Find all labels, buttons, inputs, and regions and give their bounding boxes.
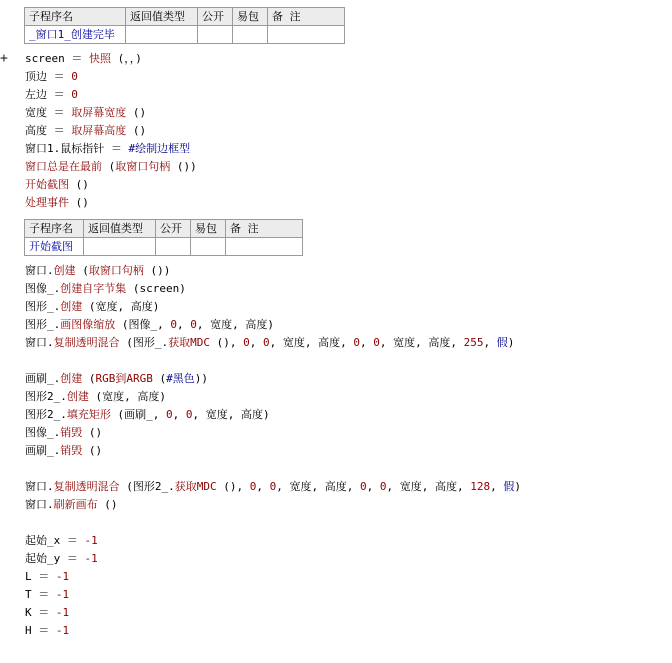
col-remark-header: 备 注 xyxy=(268,8,345,26)
code-token: 取窗口句柄 xyxy=(115,160,171,173)
code-token: ＝ xyxy=(60,534,85,547)
code-line[interactable] xyxy=(25,262,170,280)
code-token: 图形_. xyxy=(25,318,61,331)
code-line[interactable] xyxy=(25,370,208,388)
return-type-cell[interactable] xyxy=(126,26,198,44)
col-name-header: 子程序名 xyxy=(25,8,126,26)
code-token: 高度 xyxy=(25,124,47,137)
code-line[interactable] xyxy=(25,86,78,104)
code-token: 刷新画布 xyxy=(53,498,98,511)
code-line[interactable] xyxy=(25,50,142,68)
code-token: , xyxy=(483,336,497,349)
code-token: ＝ xyxy=(31,570,56,583)
code-token: , 宽度, 高度, xyxy=(379,336,464,349)
code-token: 销毁 xyxy=(60,426,83,439)
code-token: () xyxy=(69,178,89,191)
code-token: 取屏幕高度 xyxy=(71,124,127,137)
code-token: 起始_y xyxy=(25,552,61,565)
col-easy-package-header: 易包 xyxy=(191,220,226,238)
code-token: 窗口. xyxy=(25,498,54,511)
code-token: 0 xyxy=(379,480,387,493)
code-token: 宽度 xyxy=(25,106,47,119)
code-token: 获取MDC xyxy=(174,480,217,493)
code-token: 0 xyxy=(243,336,250,349)
subroutine-table-2 xyxy=(24,219,303,256)
code-token: (图形_. xyxy=(119,336,169,349)
code-token: K xyxy=(25,606,32,619)
code-token: #黑色 xyxy=(166,372,195,385)
code-token: 快照 xyxy=(89,52,111,65)
code-token: () xyxy=(82,426,103,439)
public-cell[interactable] xyxy=(198,26,233,44)
code-token: 0 xyxy=(190,318,197,331)
public-cell[interactable] xyxy=(156,238,191,256)
code-token: 窗口总是在最前 xyxy=(25,160,102,173)
code-token: , 宽度, 高度) xyxy=(192,408,270,421)
code-line[interactable] xyxy=(25,586,69,604)
code-token: H xyxy=(25,624,32,637)
code-token: ＝ xyxy=(47,70,72,83)
code-token: (图形2_. xyxy=(119,480,175,493)
col-return-type-header: 返回值类型 xyxy=(126,8,198,26)
code-token: 复制透明混合 xyxy=(53,336,120,349)
code-token: 窗口1.鼠标指针 xyxy=(25,142,105,155)
code-token: , 宽度, 高度, xyxy=(269,336,354,349)
code-token: 复制透明混合 xyxy=(53,480,120,493)
code-token: 255 xyxy=(463,336,484,349)
code-line[interactable] xyxy=(25,334,514,352)
code-token: -1 xyxy=(55,588,70,601)
code-token: 0 xyxy=(269,480,277,493)
code-token: () xyxy=(126,124,147,137)
code-token: 画刷_. xyxy=(25,444,61,457)
code-line[interactable] xyxy=(25,478,521,496)
code-token: (宽度, 高度) xyxy=(82,300,160,313)
code-token: 128 xyxy=(470,480,491,493)
code-token: screen xyxy=(25,52,65,65)
code-token: 起始_x xyxy=(25,534,61,547)
code-token: () xyxy=(126,106,147,119)
code-token: , 宽度, 高度) xyxy=(196,318,274,331)
code-line[interactable] xyxy=(25,388,166,406)
code-token: () xyxy=(69,196,89,209)
code-token: 取屏幕宽度 xyxy=(71,106,127,119)
code-line[interactable] xyxy=(25,194,89,212)
code-line[interactable] xyxy=(25,68,78,86)
code-token: 处理事件 xyxy=(25,196,69,209)
code-token: 创建 xyxy=(60,372,83,385)
code-token: 0 xyxy=(249,480,257,493)
code-token: , 宽度, 高度, xyxy=(276,480,360,493)
code-token: -1 xyxy=(55,570,70,583)
code-line[interactable] xyxy=(25,424,102,442)
code-token: 0 xyxy=(170,318,177,331)
code-token: ＝ xyxy=(104,142,129,155)
code-token: , xyxy=(172,408,186,421)
code-line[interactable] xyxy=(25,298,159,316)
code-token: 取窗口句柄 xyxy=(88,264,144,277)
col-return-type-header: 返回值类型 xyxy=(84,220,156,238)
code-token: 0 xyxy=(71,70,78,83)
remark-cell[interactable] xyxy=(226,238,303,256)
code-token: (画刷_, xyxy=(110,408,166,421)
col-public-header: 公开 xyxy=(156,220,191,238)
code-token: 图像_. xyxy=(25,426,61,439)
col-remark-header: 备 注 xyxy=(226,220,303,238)
code-token: , xyxy=(177,318,191,331)
table-row[interactable] xyxy=(25,238,303,256)
code-token: 0 xyxy=(373,336,380,349)
code-token: 创建 xyxy=(53,264,76,277)
code-token: T xyxy=(25,588,32,601)
code-line[interactable] xyxy=(25,280,186,298)
code-token: 图形_. xyxy=(25,300,61,313)
code-token: 0 xyxy=(71,88,78,101)
code-token: , xyxy=(360,336,374,349)
remark-cell[interactable] xyxy=(268,26,345,44)
code-token: 窗口. xyxy=(25,480,54,493)
code-token: 顶边 xyxy=(25,70,47,83)
code-token: 图形2_. xyxy=(25,408,67,421)
code-line[interactable] xyxy=(25,496,118,514)
code-token: ()) xyxy=(143,264,171,277)
code-token: 画刷_. xyxy=(25,372,61,385)
code-token: (), xyxy=(210,336,244,349)
code-line[interactable] xyxy=(25,532,98,550)
code-token: 窗口. xyxy=(25,336,54,349)
code-token: 获取MDC xyxy=(168,336,210,349)
code-token: -1 xyxy=(55,624,70,637)
table-header-row xyxy=(25,220,303,238)
code-token: , xyxy=(366,480,380,493)
code-token: (screen) xyxy=(126,282,186,295)
col-easy-package-header: 易包 xyxy=(233,8,268,26)
col-public-header: 公开 xyxy=(198,8,233,26)
code-token: 创建 xyxy=(66,390,89,403)
code-line[interactable] xyxy=(25,604,69,622)
code-token: 窗口. xyxy=(25,264,54,277)
return-type-cell[interactable] xyxy=(84,238,156,256)
code-line[interactable] xyxy=(25,568,69,586)
code-token: ()) xyxy=(170,160,197,173)
code-token: ＝ xyxy=(47,124,72,137)
code-token: ＝ xyxy=(31,606,56,619)
col-name-header: 子程序名 xyxy=(25,220,84,238)
easy-package-cell[interactable] xyxy=(191,238,226,256)
code-token: , xyxy=(249,336,263,349)
code-token: 图形2_. xyxy=(25,390,67,403)
code-token: 左边 xyxy=(25,88,47,101)
code-token: 画图像缩放 xyxy=(60,318,116,331)
code-line[interactable] xyxy=(25,550,98,568)
code-line[interactable] xyxy=(25,158,197,176)
code-token: , xyxy=(490,480,504,493)
code-token: , 宽度, 高度, xyxy=(386,480,471,493)
code-token: () xyxy=(82,444,103,457)
table-row[interactable] xyxy=(25,26,345,44)
code-token: ( xyxy=(75,264,89,277)
code-token: ( xyxy=(102,160,116,173)
code-token: 图像_. xyxy=(25,282,61,295)
code-token: 创建自字节集 xyxy=(60,282,127,295)
code-token: RGB到ARGB xyxy=(95,372,153,385)
code-token: ＝ xyxy=(47,106,72,119)
code-token: (，，) xyxy=(111,52,142,65)
code-token: 0 xyxy=(360,480,367,493)
code-line[interactable] xyxy=(25,176,89,194)
code-token: ＝ xyxy=(64,52,89,65)
code-token: 开始截图 xyxy=(25,178,69,191)
code-token: ( xyxy=(82,372,96,385)
code-token: ＝ xyxy=(31,588,56,601)
subroutine-table-1 xyxy=(24,7,345,44)
code-token: -1 xyxy=(84,552,98,565)
code-token: (宽度, 高度) xyxy=(88,390,166,403)
code-line[interactable] xyxy=(25,140,190,158)
code-token: 创建 xyxy=(60,300,83,313)
expand-collapse-icon[interactable]: + xyxy=(0,51,8,66)
easy-package-cell[interactable] xyxy=(233,26,268,44)
code-line[interactable] xyxy=(25,406,270,424)
code-token: -1 xyxy=(84,534,98,547)
code-token: ＝ xyxy=(31,624,56,637)
code-token: ( xyxy=(152,372,167,385)
code-token: 0 xyxy=(263,336,270,349)
code-token: 假 xyxy=(503,480,515,493)
subroutine-name[interactable]: 开始截图 xyxy=(25,238,84,256)
subroutine-name[interactable]: _窗口1_创建完毕 xyxy=(25,26,126,44)
table-header-row xyxy=(25,8,345,26)
code-line[interactable] xyxy=(25,316,274,334)
code-token: )) xyxy=(194,372,208,385)
code-token: (), xyxy=(216,480,250,493)
code-token: 0 xyxy=(185,408,193,421)
code-token: 销毁 xyxy=(60,444,83,457)
code-token: -1 xyxy=(55,606,70,619)
code-line[interactable] xyxy=(25,622,69,640)
code-line[interactable] xyxy=(25,122,146,140)
code-token: , xyxy=(256,480,270,493)
code-token: L xyxy=(25,570,32,583)
code-token: ) xyxy=(507,336,515,349)
code-line[interactable] xyxy=(25,442,102,460)
code-token: (图像_, xyxy=(115,318,171,331)
code-token: () xyxy=(97,498,118,511)
code-token: 0 xyxy=(353,336,360,349)
code-token: ) xyxy=(514,480,521,493)
code-line[interactable] xyxy=(25,104,146,122)
code-token: 0 xyxy=(166,408,173,421)
code-token: 假 xyxy=(496,336,508,349)
code-token: #绘制边框型 xyxy=(128,142,191,155)
code-token: 填充矩形 xyxy=(66,408,111,421)
code-token: ＝ xyxy=(60,552,85,565)
code-token: ＝ xyxy=(47,88,72,101)
